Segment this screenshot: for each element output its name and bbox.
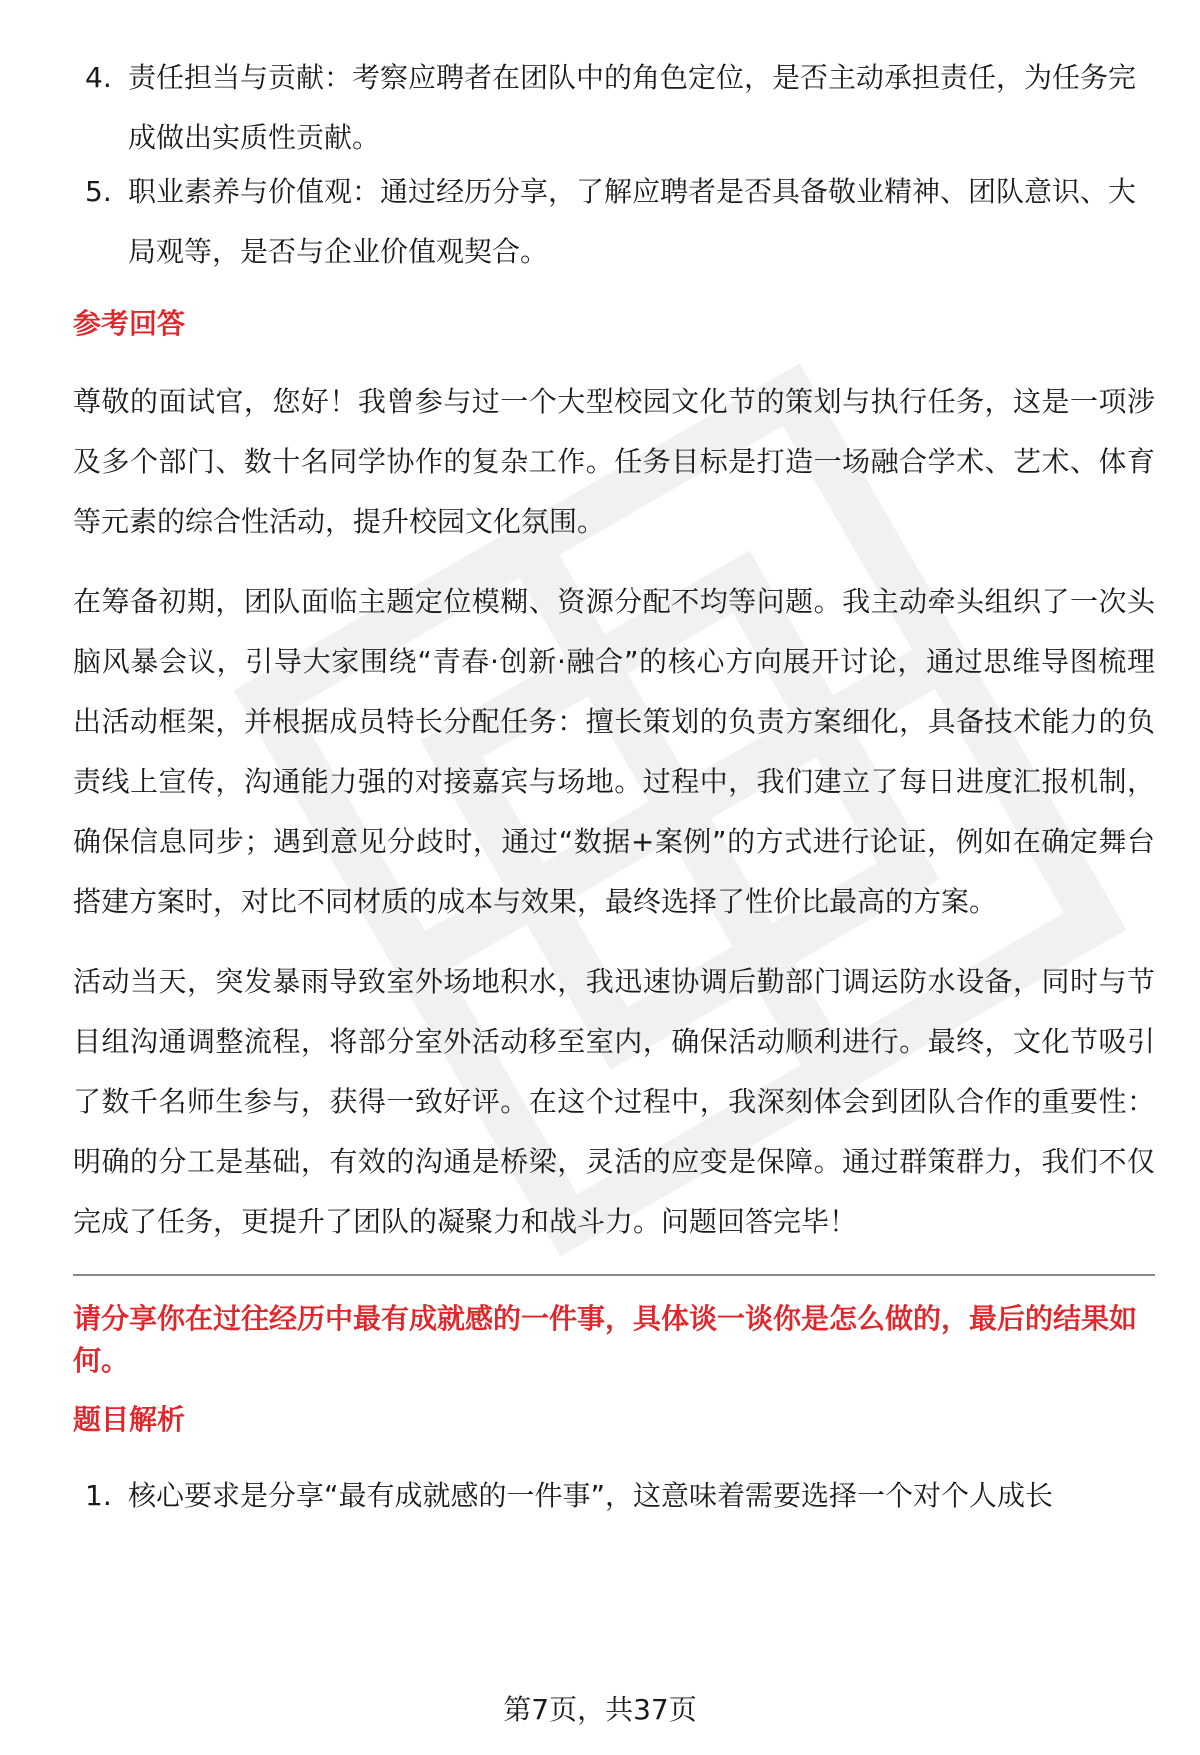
list-number: 5. (85, 175, 112, 208)
answer-paragraph: 活动当天，突发暴雨导致室外场地积水，我迅速协调后勤部门调运防水设备，同时与节目组沟通调整流程，将部分室外活动移至室内，确保活动顺利进行。最终，文化节吸引了数千名师生参与，获得一致好评。在这个过程中，我深刻体会到团队合作的重要性：明确的分工是基础，有效的沟通是桥梁，灵活的应变是保障。通过群策群力，我们不仅完成了任务，更提升了团队的凝聚力和战斗力。问题回答完毕！ (73, 965, 1155, 1238)
analysis-title: 题目解析 (73, 1403, 186, 1436)
criteria-item-4 (73, 48, 1155, 168)
section-divider (73, 1274, 1155, 1276)
list-number: 4. (85, 61, 112, 94)
answer-paragraph: 尊敬的面试官，您好！我曾参与过一个大型校园文化节的策划与执行任务，这是一项涉及多个部门、数十名同学协作的复杂工作。任务目标是打造一场融合学术、艺术、体育等元素的综合性活动，提升校园文化氛围。 (73, 385, 1155, 538)
answer-paragraph: 在筹备初期，团队面临主题定位模糊、资源分配不均等问题。我主动牵头组织了一次头脑风暴会议，引导大家围绕“青春·创新·融合”的核心方向展开讨论，通过思维导图梳理出活动框架，并根据成员特长分配任务：擅长策划的负责方案细化，具备技术能力的负责线上宣传，沟通能力强的对接嘉宾与场地。过程中，我们建立了每日进度汇报机制，确保信息同步；遇到意见分歧时，通过“数据+案例”的方式进行论证，例如在确定舞台搭建方案时，对比不同材质的成本与效果，最终选择了性价比最高的方案。 (73, 585, 1155, 918)
main-content (73, 58, 1155, 1526)
criteria-item-5 (73, 162, 1155, 282)
analysis-item-1 (73, 1466, 1155, 1526)
list-number: 1. (85, 1479, 112, 1512)
question-heading: 请分享你在过往经历中最有成就感的一件事，具体谈一谈你是怎么做的，最后的结果如何。 (73, 1302, 1138, 1377)
list-text: 核心要求是分享“最有成就感的一件事”，这意味着需要选择一个对个人成长 (128, 1479, 1054, 1512)
list-text: 责任担当与贡献：考察应聘者在团队中的角色定位，是否主动承担责任，为任务完成做出实质性贡献。 (128, 61, 1137, 154)
page-footer: 第7页，共37页 (503, 1693, 697, 1726)
list-text: 职业素养与价值观：通过经历分享，了解应聘者是否具备敬业精神、团队意识、大局观等，是否与企业价值观契合。 (128, 175, 1137, 268)
reference-answer-title: 参考回答 (73, 307, 186, 340)
